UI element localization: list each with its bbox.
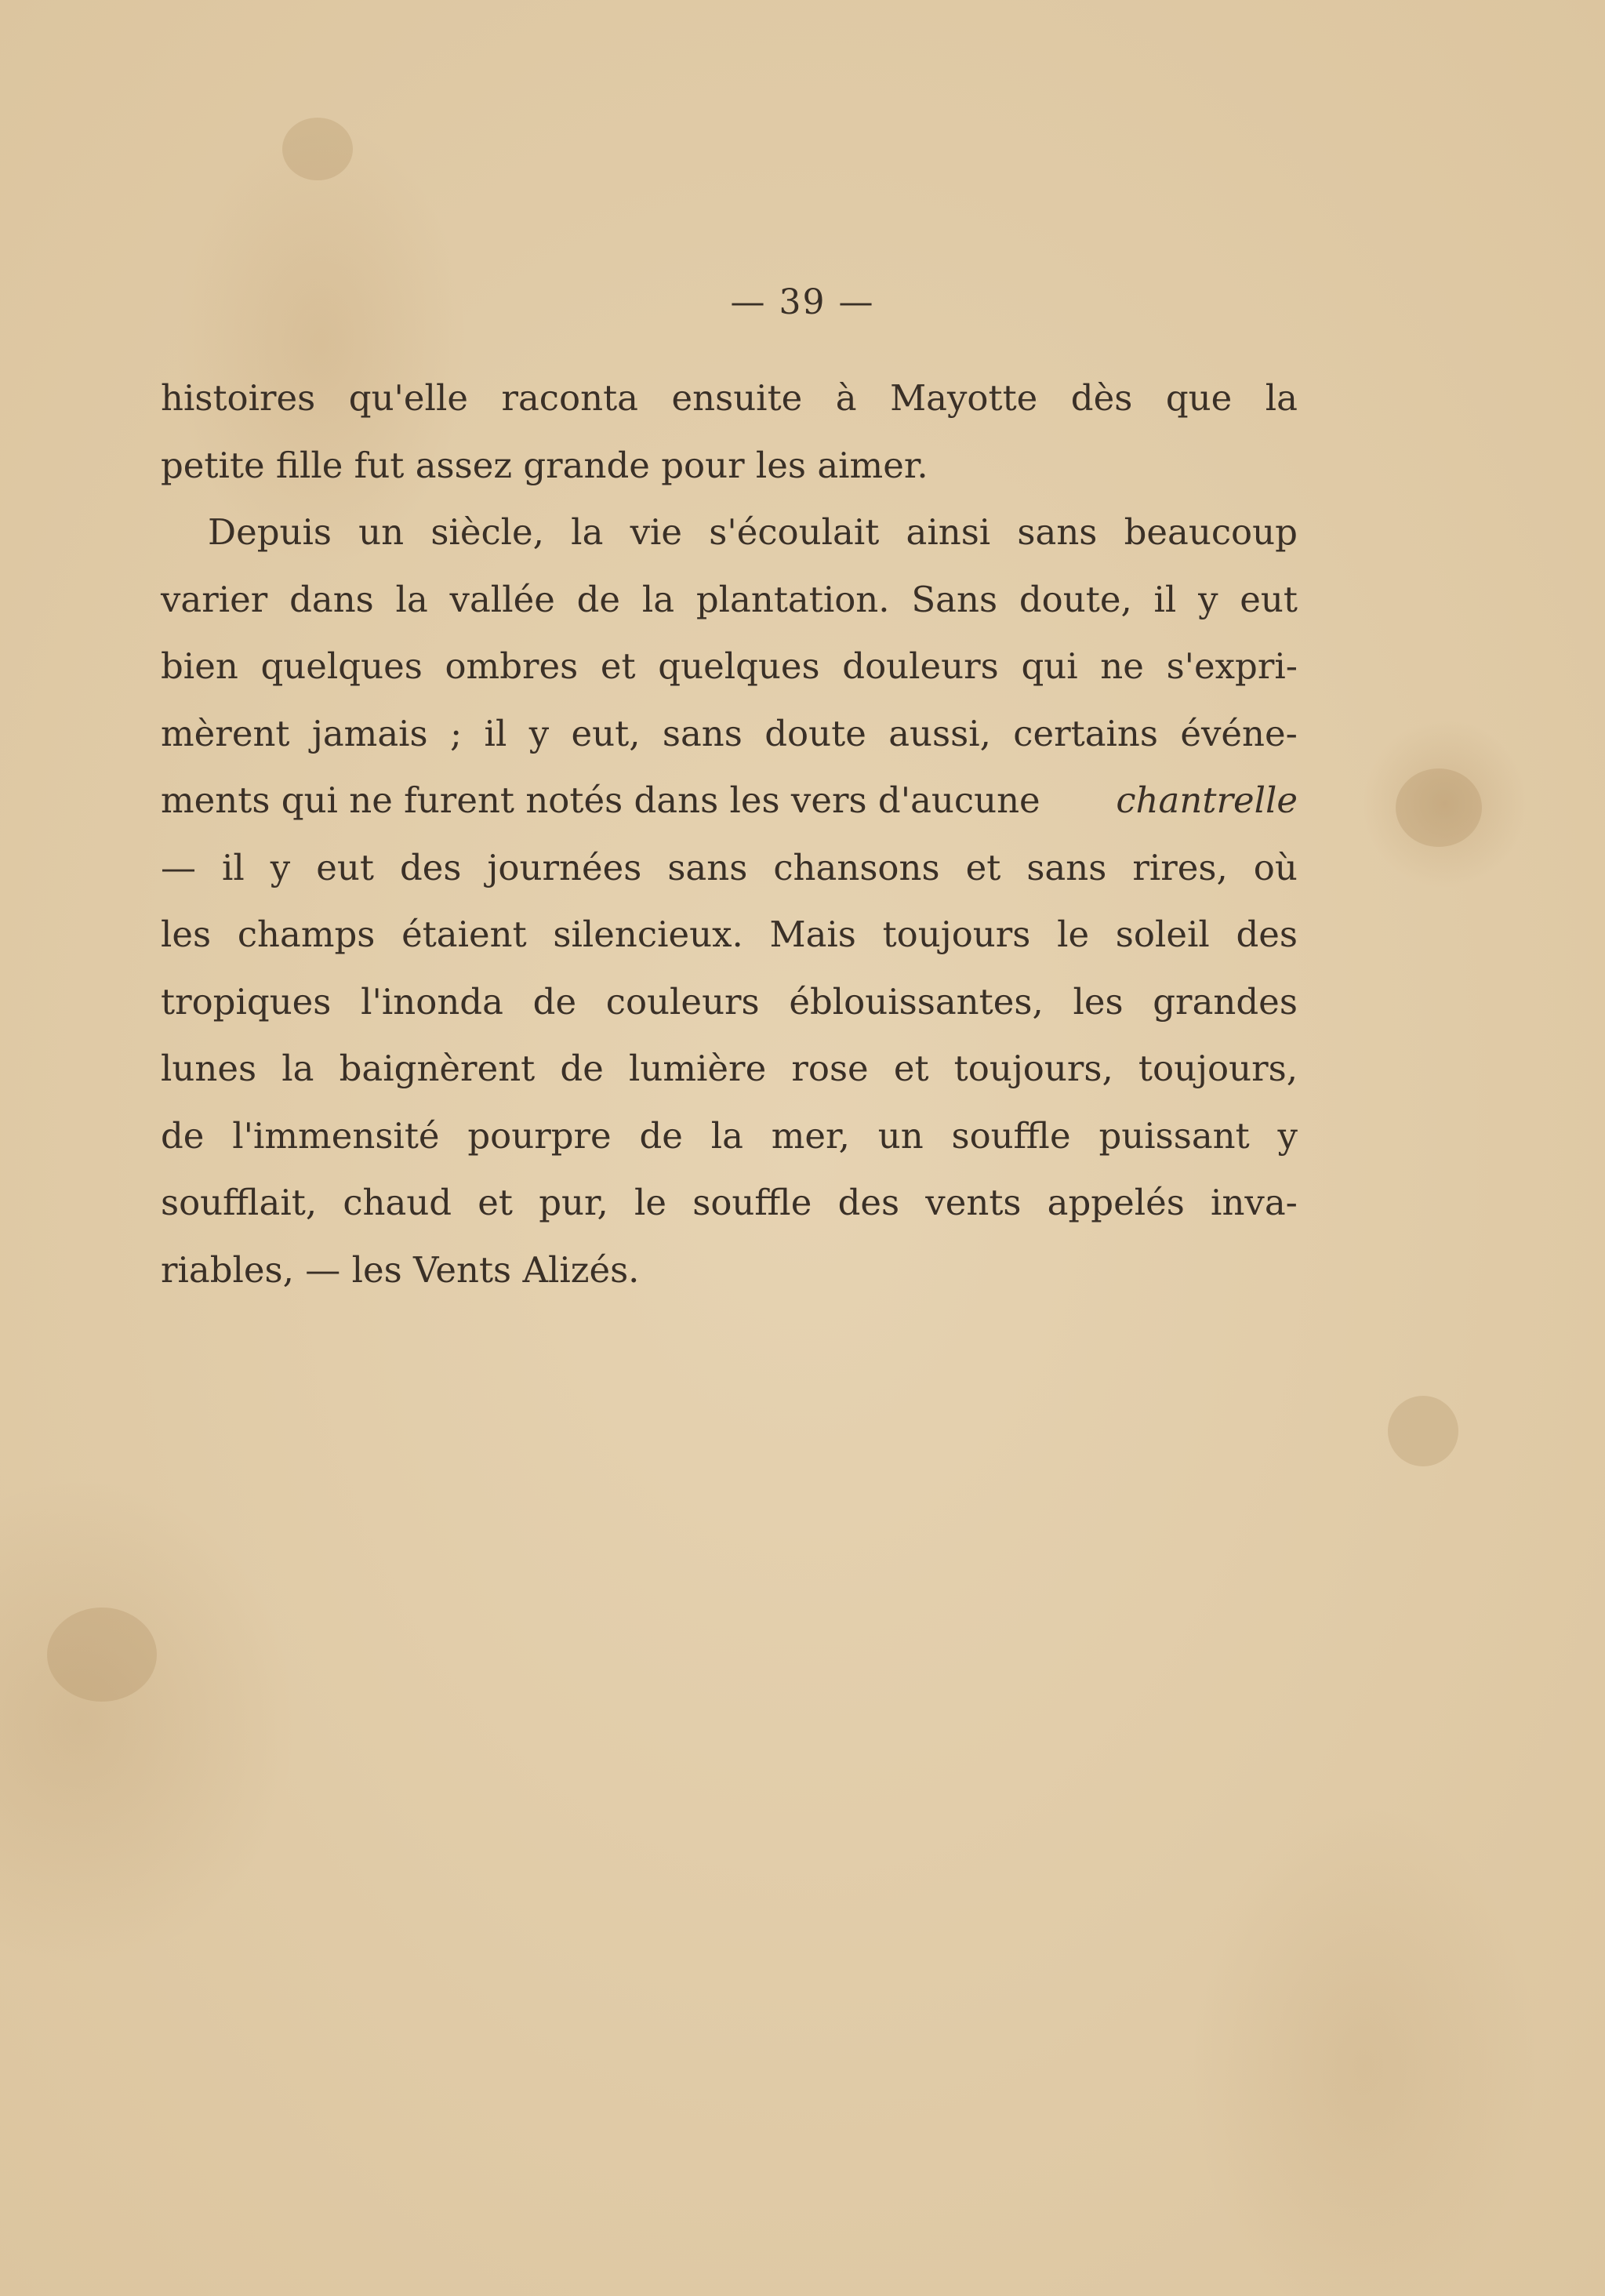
text-line: mèrent jamais ; il y eut, sans doute aussi, certains événe-	[161, 712, 1298, 754]
text-line: varier dans la vallée de la plantation. Sans doute, il y eut	[161, 578, 1298, 620]
text-line: bien quelques ombres et quelques douleurs qui ne s'expri-	[161, 645, 1298, 687]
text-line: — il y eut des journées sans chansons et sans rires, où	[161, 846, 1298, 888]
page-number: — 39 —	[730, 282, 875, 322]
text-line: les champs étaient silencieux. Mais toujours le soleil des	[161, 914, 1298, 955]
body-text	[161, 365, 1298, 1303]
paper-stain	[1388, 1396, 1458, 1466]
paper-stain	[282, 118, 353, 180]
paper-stain	[47, 1608, 157, 1702]
text-line: Depuis un siècle, la vie s'écoulait ainsi sans beaucoup	[208, 511, 1298, 553]
text-line: soufflait, chaud et pur, le souffle des vents appelés inva-	[161, 1182, 1298, 1223]
text-line: riables, — les Vents Alizés.	[161, 1248, 640, 1291]
text-line: de l'immensité pourpre de la mer, un souffle puissant y	[161, 1114, 1298, 1157]
italic-word: chantrelle	[1116, 779, 1298, 821]
text-line	[161, 767, 1298, 834]
text-line: petite fille fut assez grande pour les aimer.	[161, 444, 928, 486]
text-line: tropiques l'inonda de couleurs éblouissantes, les grandes	[161, 980, 1298, 1023]
text-line: lunes la baignèrent de lumière rose et toujours, toujours,	[161, 1048, 1298, 1089]
text-line: histoires qu'elle raconta ensuite à Mayotte dès que la	[161, 377, 1298, 419]
text-line-main: ments qui ne furent notés dans les vers d'aucune	[161, 779, 1040, 821]
paper-stain	[1396, 768, 1482, 847]
